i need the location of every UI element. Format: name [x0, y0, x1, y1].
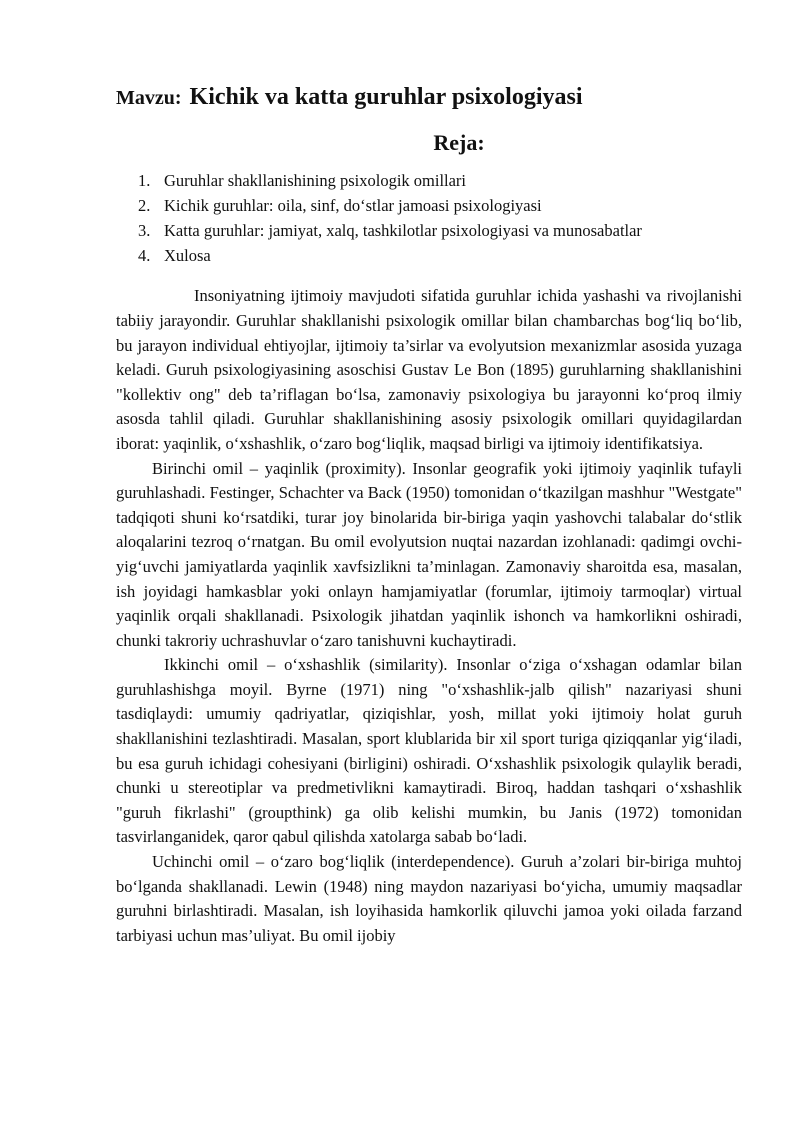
title-main: Kichik va katta guruhlar psixologiyasi — [189, 84, 583, 110]
document-page — [116, 74, 742, 948]
document-body — [116, 284, 742, 948]
plan-heading: Reja: — [433, 130, 485, 156]
paragraph: Ikkinchi omil – o‘xshashlik (similarity). Insonlar o‘ziga o‘xshagan odamlar bilan guruhlashishga moyil. Byrne (1971) ning "o‘xshashlik-jalb qilish" nazariyasi shuni tasdiqlaydi: umumiy qadriyatlar, qiziqishlar, yosh, millat yoki ijtimoiy holat guruh shakllanishini tezlashtiradi. Masalan, sport klublarida bir xil sport turiga qiziqqanlar yig‘iladi, bu esa guruh ichidagi cohesiyani (birligini) oshiradi. O‘xshashlik psixologik qulaylik beradi, chunki u stereotiplar va predmetivlikni kamaytiradi. Biroq, haddan tashqari o‘xshashlik "guruh fikrlashi" (groupthink) ga olib kelishi mumkin, bu Janis (1972) tomonidan tasvirlanganidek, qaror qabul qilishda xatolarga sabab bo‘ladi. — [116, 655, 742, 847]
plan-item-number: 4. — [138, 246, 151, 266]
plan-item-text: Katta guruhlar: jamiyat, xalq, tashkilotlar psixologiyasi va munosabatlar — [164, 221, 642, 241]
paragraph: Birinchi omil – yaqinlik (proximity). Insonlar geografik yoki ijtimoiy yaqinlik tufayli guruhlashadi. Festinger, Schachter va Back (1950) tomonidan o‘tkazilgan mashhur "Westgate" tadqiqoti shuni ko‘rsatdiki, turar joy binolarida bir-biriga yaqin yashovchi talabalar do‘stlik aloqalarini tezroq o‘rnatgan. Bu omil evolyutsion nuqtai nazardan izohlanadi: qadimgi ovchi-yig‘uvchi jamiyatlarda yaqinlik xavfsizlikni ta’minlagan. Zamonaviy sharoitda esa, masalan, ish joyidagi hamkasblar yoki onlayn hamjamiyatlar (forumlar, ijtimoiy tarmoqlar) virtual yaqinlik orqali shakllanadi. Psixologik jihatdan yaqinlik ishonch va hamkorlikni oshiradi, chunki takroriy uchrashuvlar o‘zaro tanishuvni kuchaytiradi. — [116, 458, 742, 650]
plan-item-text: Guruhlar shakllanishining psixologik omillari — [164, 171, 467, 191]
plan-item — [116, 168, 742, 193]
paragraph: Uchinchi omil – o‘zaro bog‘liqlik (interdependence). Guruh a’zolari bir-biriga muhtoj bo‘lganda shakllanadi. Lewin (1948) ning maydon nazariyasi bo‘yicha, umumiy maqsadlar guruhni birlashtiradi. Masalan, ish loyihasida hamkorlik qiluvchi jamoa yoki oilada farzand tarbiyasi uchun mas’uliyat. Bu omil ijobiy — [116, 852, 742, 945]
title-prefix: Mavzu: — [116, 87, 182, 109]
plan-item — [116, 193, 742, 218]
plan-item-text: Kichik guruhlar: oila, sinf, do‘stlar jamoasi psixologiyasi — [164, 196, 542, 216]
plan-item — [116, 218, 742, 243]
plan-list — [116, 168, 742, 268]
plan-item — [116, 243, 742, 268]
plan-item-number: 3. — [138, 221, 151, 241]
plan-item-number: 2. — [138, 196, 151, 216]
plan-item-number: 1. — [138, 171, 151, 191]
plan-item-text: Xulosa — [164, 246, 211, 266]
document-title — [116, 74, 742, 112]
paragraph: Insoniyatning ijtimoiy mavjudoti sifatida guruhlar ichida yashashi va rivojlanishi tabiiy jarayondir. Guruhlar shakllanishi psixologik omillar bilan chambarchas bog‘liq bo‘lib, bu jarayon individual ehtiyojlar, ijtimoiy ta’sirlar va evolyutsion mexanizmlar asosida yuzaga keladi. Guruh psixologiyasining asoschisi Gustav Le Bon (1895) guruhlarning shakllanishini "kollektiv ong" deb ta’riflagan bo‘lsa, zamonaviy psixologiya bu jarayonni ko‘proq ilmiy asosda tahlil qiladi. Guruhlar shakllanishining asosiy psixologik omillari quyidagilardan iborat: yaqinlik, o‘xshashlik, o‘zaro bog‘liqlik, maqsad birligi va ijtimoiy identifikatsiya. — [116, 286, 742, 453]
